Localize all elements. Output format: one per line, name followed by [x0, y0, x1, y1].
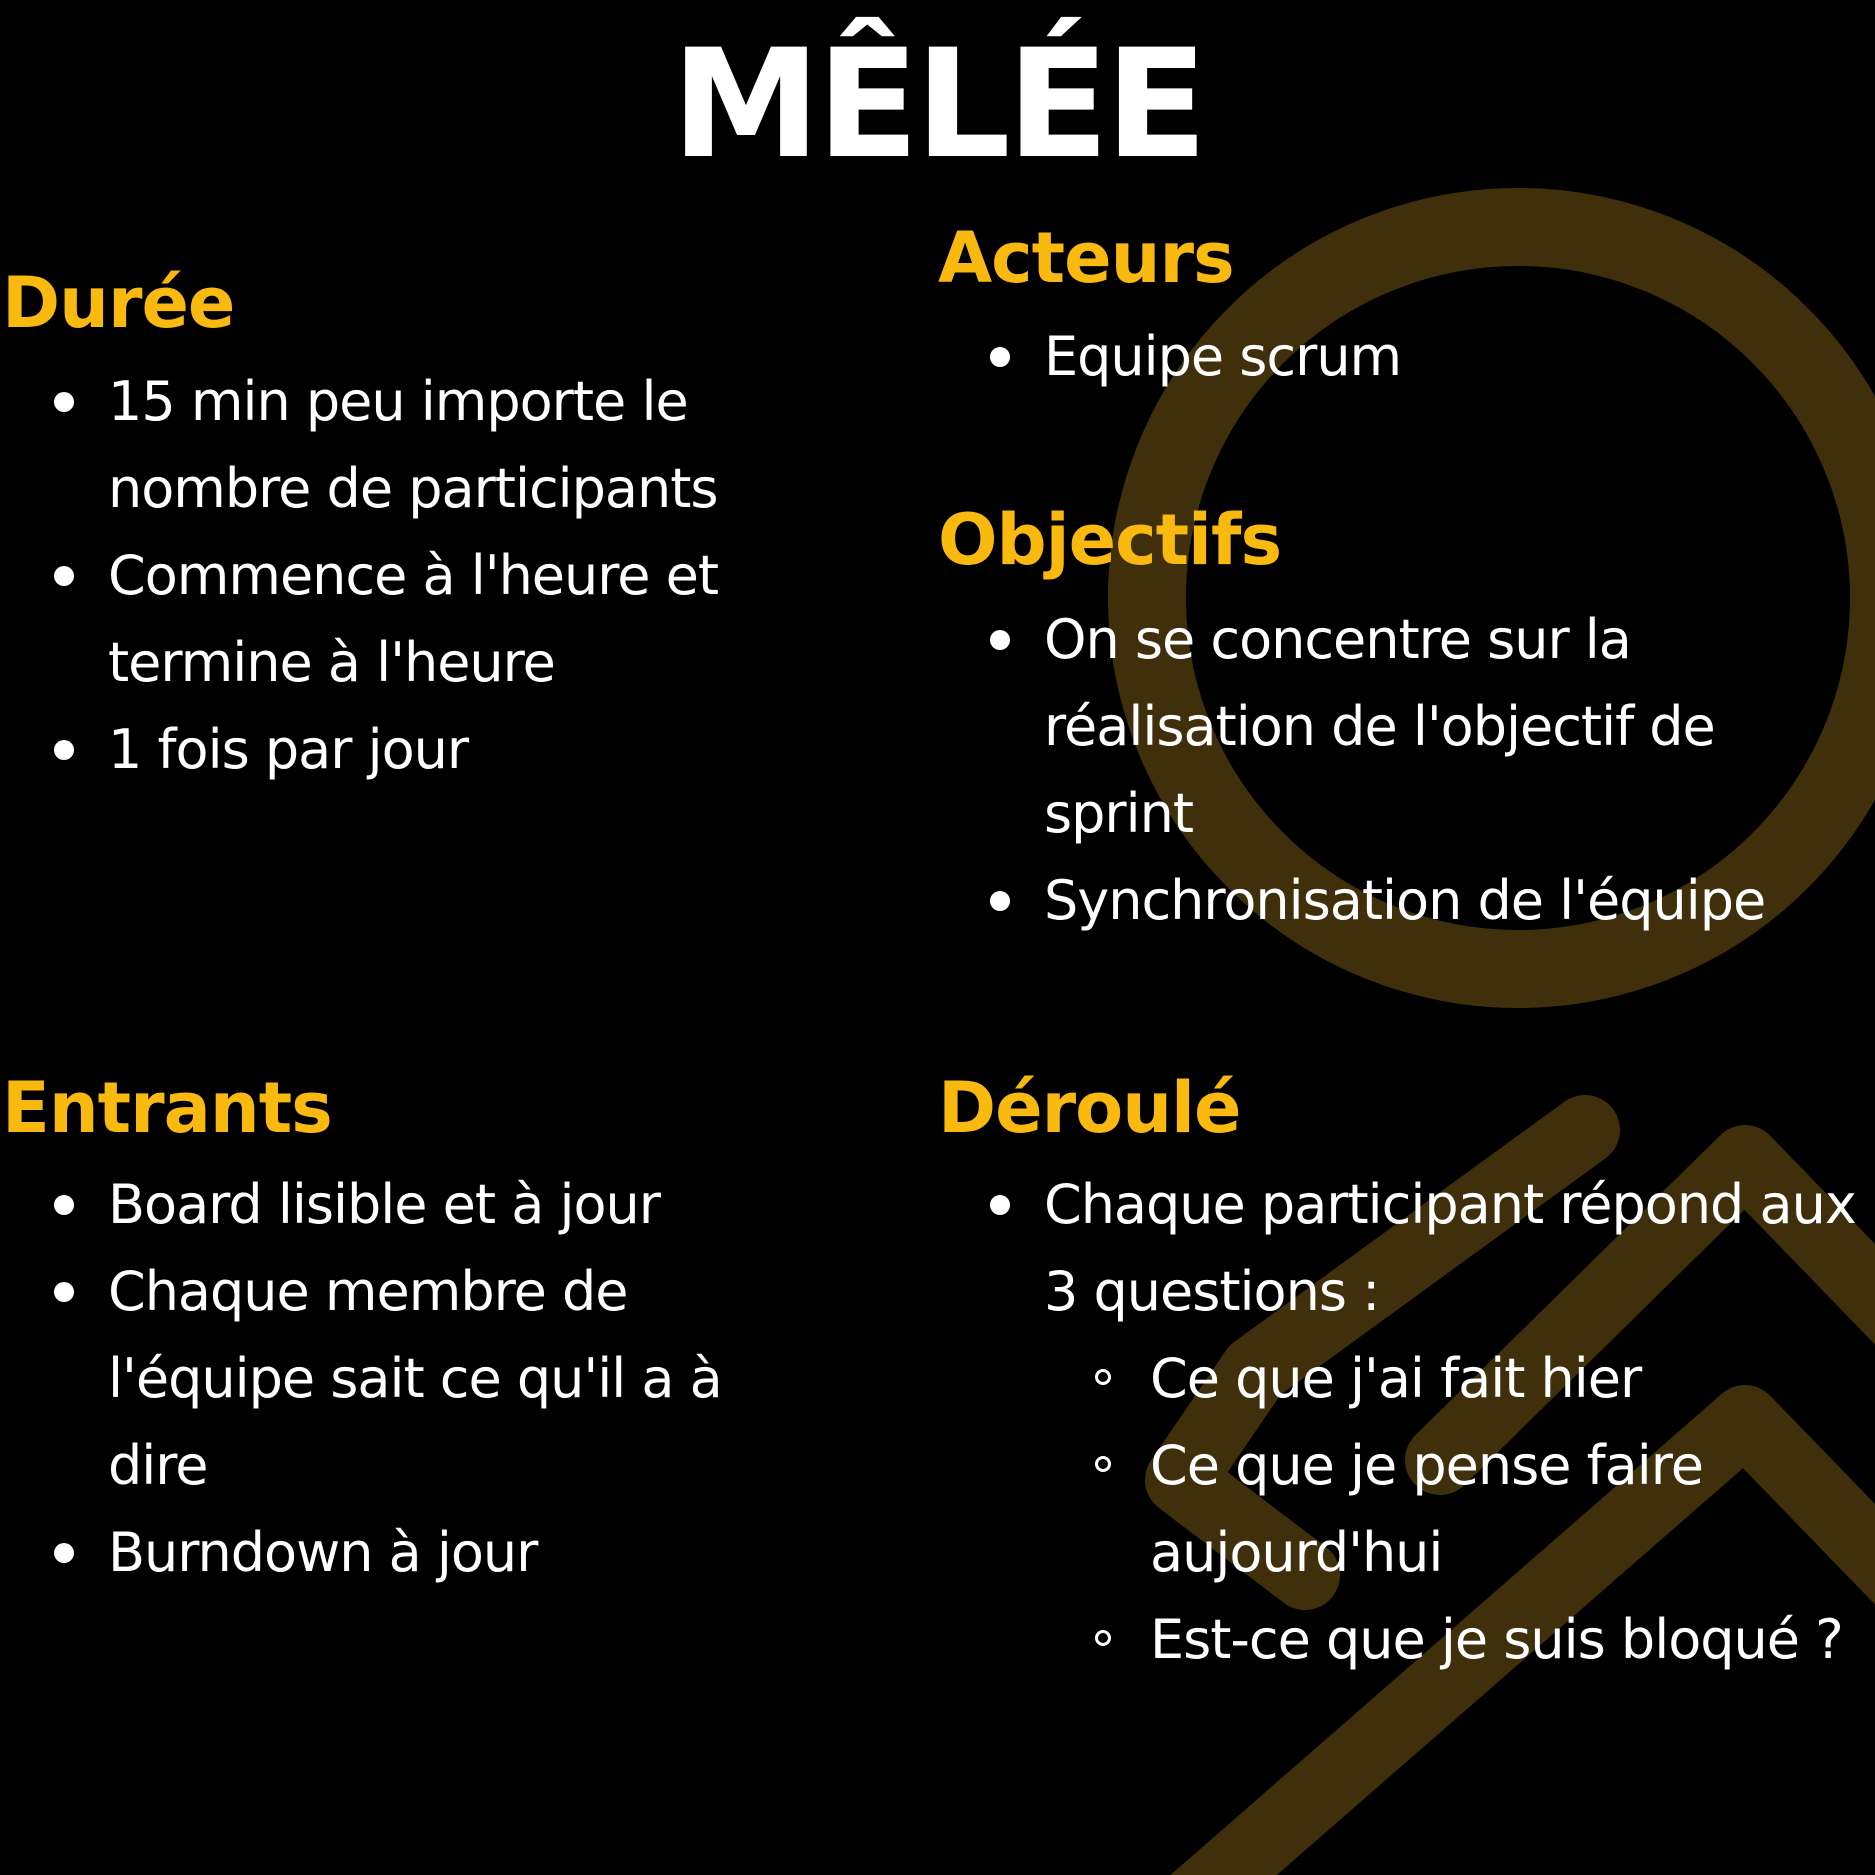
list-item: Commence à l'heure et termine à l'heure — [2, 532, 802, 706]
objectifs-heading: Objectifs — [938, 499, 1282, 581]
list-item: 1 fois par jour — [2, 706, 802, 793]
acteurs-heading: Acteurs — [938, 217, 1234, 299]
list-item: Board lisible et à jour — [2, 1161, 802, 1248]
duree-heading: Durée — [2, 262, 235, 344]
list-item: Synchronisation de l'équipe — [938, 857, 1868, 944]
list-item: 15 min peu importe le nombre de participants — [2, 358, 802, 532]
deroule-sublist — [1044, 1335, 1868, 1683]
duree-list — [2, 358, 802, 793]
list-item: Chaque membre de l'équipe sait ce qu'il a à dire — [2, 1248, 802, 1509]
deroule-list — [938, 1161, 1868, 1683]
deroule-heading: Déroulé — [938, 1067, 1241, 1149]
entrants-heading: Entrants — [2, 1067, 332, 1149]
sublist-item: Ce que j'ai fait hier — [1044, 1335, 1868, 1422]
sublist-item: Ce que je pense faire aujourd'hui — [1044, 1422, 1868, 1596]
list-item: Equipe scrum — [938, 313, 1868, 400]
list-item — [938, 1161, 1868, 1683]
list-item: Burndown à jour — [2, 1509, 802, 1596]
acteurs-list — [938, 313, 1868, 400]
sublist-item: Est-ce que je suis bloqué ? — [1044, 1596, 1868, 1683]
list-item: On se concentre sur la réalisation de l'objectif de sprint — [938, 596, 1868, 857]
page-title: MÊLÉE — [671, 18, 1204, 192]
entrants-list — [2, 1161, 802, 1596]
objectifs-list — [938, 596, 1868, 944]
list-item-text: Chaque participant répond aux 3 questions : — [1044, 1173, 1856, 1323]
